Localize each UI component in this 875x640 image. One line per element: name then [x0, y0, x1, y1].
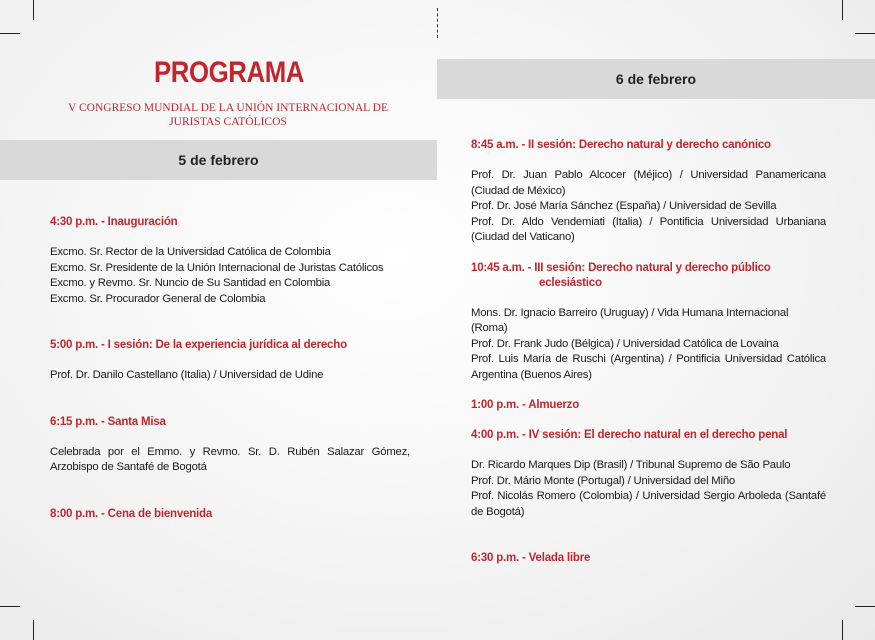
crop-mark: [0, 33, 20, 34]
speaker-line: Prof. Dr. Juan Pablo Alcocer (Méjico) / Universidad Panamericana (Ciudad de México): [471, 169, 826, 197]
speaker-line: Prof. Luis María de Ruschi (Argentina) / Pontificia Universidad Católica Argentina (Buenos Aires): [471, 353, 826, 381]
speaker-line: Prof. Nicolás Romero (Colombia) / Universidad Sergio Arboleda (Santafé de Bogotá): [471, 490, 826, 518]
crop-mark: [0, 606, 20, 607]
session-4: [471, 428, 826, 520]
day2-schedule: [471, 138, 826, 566]
session-title: 4:30 p.m. - Inauguración: [50, 216, 178, 228]
session-title: 8:45 a.m. - II sesión: Derecho natural y derecho canónico: [471, 139, 771, 151]
speaker-line: Excmo. Sr. Presidente de la Unión Internacional de Juristas Católicos: [50, 261, 384, 274]
page-title: PROGRAMA: [154, 56, 304, 89]
crop-mark: [855, 606, 875, 607]
session-title-line: 10:45 a.m. - III sesión: Derecho natural y derecho público: [471, 261, 771, 274]
speaker-line: Prof. Dr. Frank Judo (Bélgica) / Universidad Católica de Lovaina: [471, 337, 779, 350]
speaker-line: Excmo. y Revmo. Sr. Nuncio de Su Santidad en Colombia: [50, 277, 331, 289]
session-speakers: [471, 306, 826, 384]
speaker-line: Prof. Dr. Aldo Vendemiati (Italia) / Pontificia Universidad Urbaniana (Ciudad del Vaticano): [471, 215, 826, 243]
session-speakers: [50, 368, 410, 384]
session-title: 4:00 p.m. - IV sesión: El derecho natural en el derecho penal: [471, 429, 788, 441]
session-title: 5:00 p.m. - I sesión: De la experiencia jurídica al derecho: [50, 339, 347, 351]
subtitle-line: V CONGRESO MUNDIAL DE LA UNIÓN INTERNACIONAL DE: [68, 102, 388, 114]
session-title: 8:00 p.m. - Cena de bienvenida: [50, 507, 213, 520]
congress-subtitle: [50, 101, 406, 129]
crop-mark: [855, 33, 875, 34]
speaker-line: Prof. Dr. Mário Monte (Portugal) / Universidad del Miño: [471, 474, 735, 487]
session-2: [471, 138, 826, 246]
day1-schedule: [50, 215, 410, 522]
crop-mark: [33, 0, 34, 20]
session-title: 1:00 p.m. - Almuerzo: [471, 399, 580, 411]
session-title: 6:30 p.m. - Velada libre: [471, 552, 591, 564]
fold-mark: [437, 8, 438, 38]
speaker-line: Excmo. Sr. Rector de la Universidad Católica de Colombia: [50, 246, 331, 258]
subtitle-line: JURISTAS CATÓLICOS: [169, 116, 287, 128]
speaker-line: Prof. Dr. José María Sánchez (España) / Universidad de Sevilla: [471, 200, 777, 212]
session-title-line: eclesiástico: [539, 276, 602, 289]
session-speakers: [50, 445, 410, 476]
session-speakers: [471, 168, 826, 246]
session-misa: [50, 415, 410, 476]
day-header-6-feb: 6 de febrero: [437, 59, 875, 99]
session-velada: [471, 551, 826, 566]
crop-mark: [842, 620, 843, 640]
day-header-5-feb: 5 de febrero: [0, 140, 437, 180]
speaker-line: Mons. Dr. Ignacio Barreiro (Uruguay) / Vida Humana Internacional (Roma): [471, 306, 789, 334]
session-1: [50, 338, 410, 384]
session-cena: [50, 507, 410, 522]
speaker-line: Dr. Ricardo Marques Dip (Brasil) / Tribunal Supremo de São Paulo: [471, 459, 791, 471]
session-title: 6:15 p.m. - Santa Misa: [50, 415, 166, 428]
crop-mark: [842, 0, 843, 20]
session-almuerzo: [471, 398, 826, 413]
session-speakers: [471, 458, 826, 520]
session-3: [471, 261, 826, 384]
session-inauguracion: [50, 215, 410, 307]
session-title: [471, 261, 826, 291]
speaker-line: Prof. Dr. Danilo Castellano (Italia) / Universidad de Udine: [50, 369, 324, 381]
speaker-line: Celebrada por el Emmo. y Revmo. Sr. D. Rubén Salazar Gómez, Arzobispo de Santafé de Bogotá: [50, 445, 410, 473]
session-speakers: [50, 245, 410, 307]
speaker-line: Excmo. Sr. Procurador General de Colombia: [50, 292, 266, 305]
crop-mark: [33, 620, 34, 640]
